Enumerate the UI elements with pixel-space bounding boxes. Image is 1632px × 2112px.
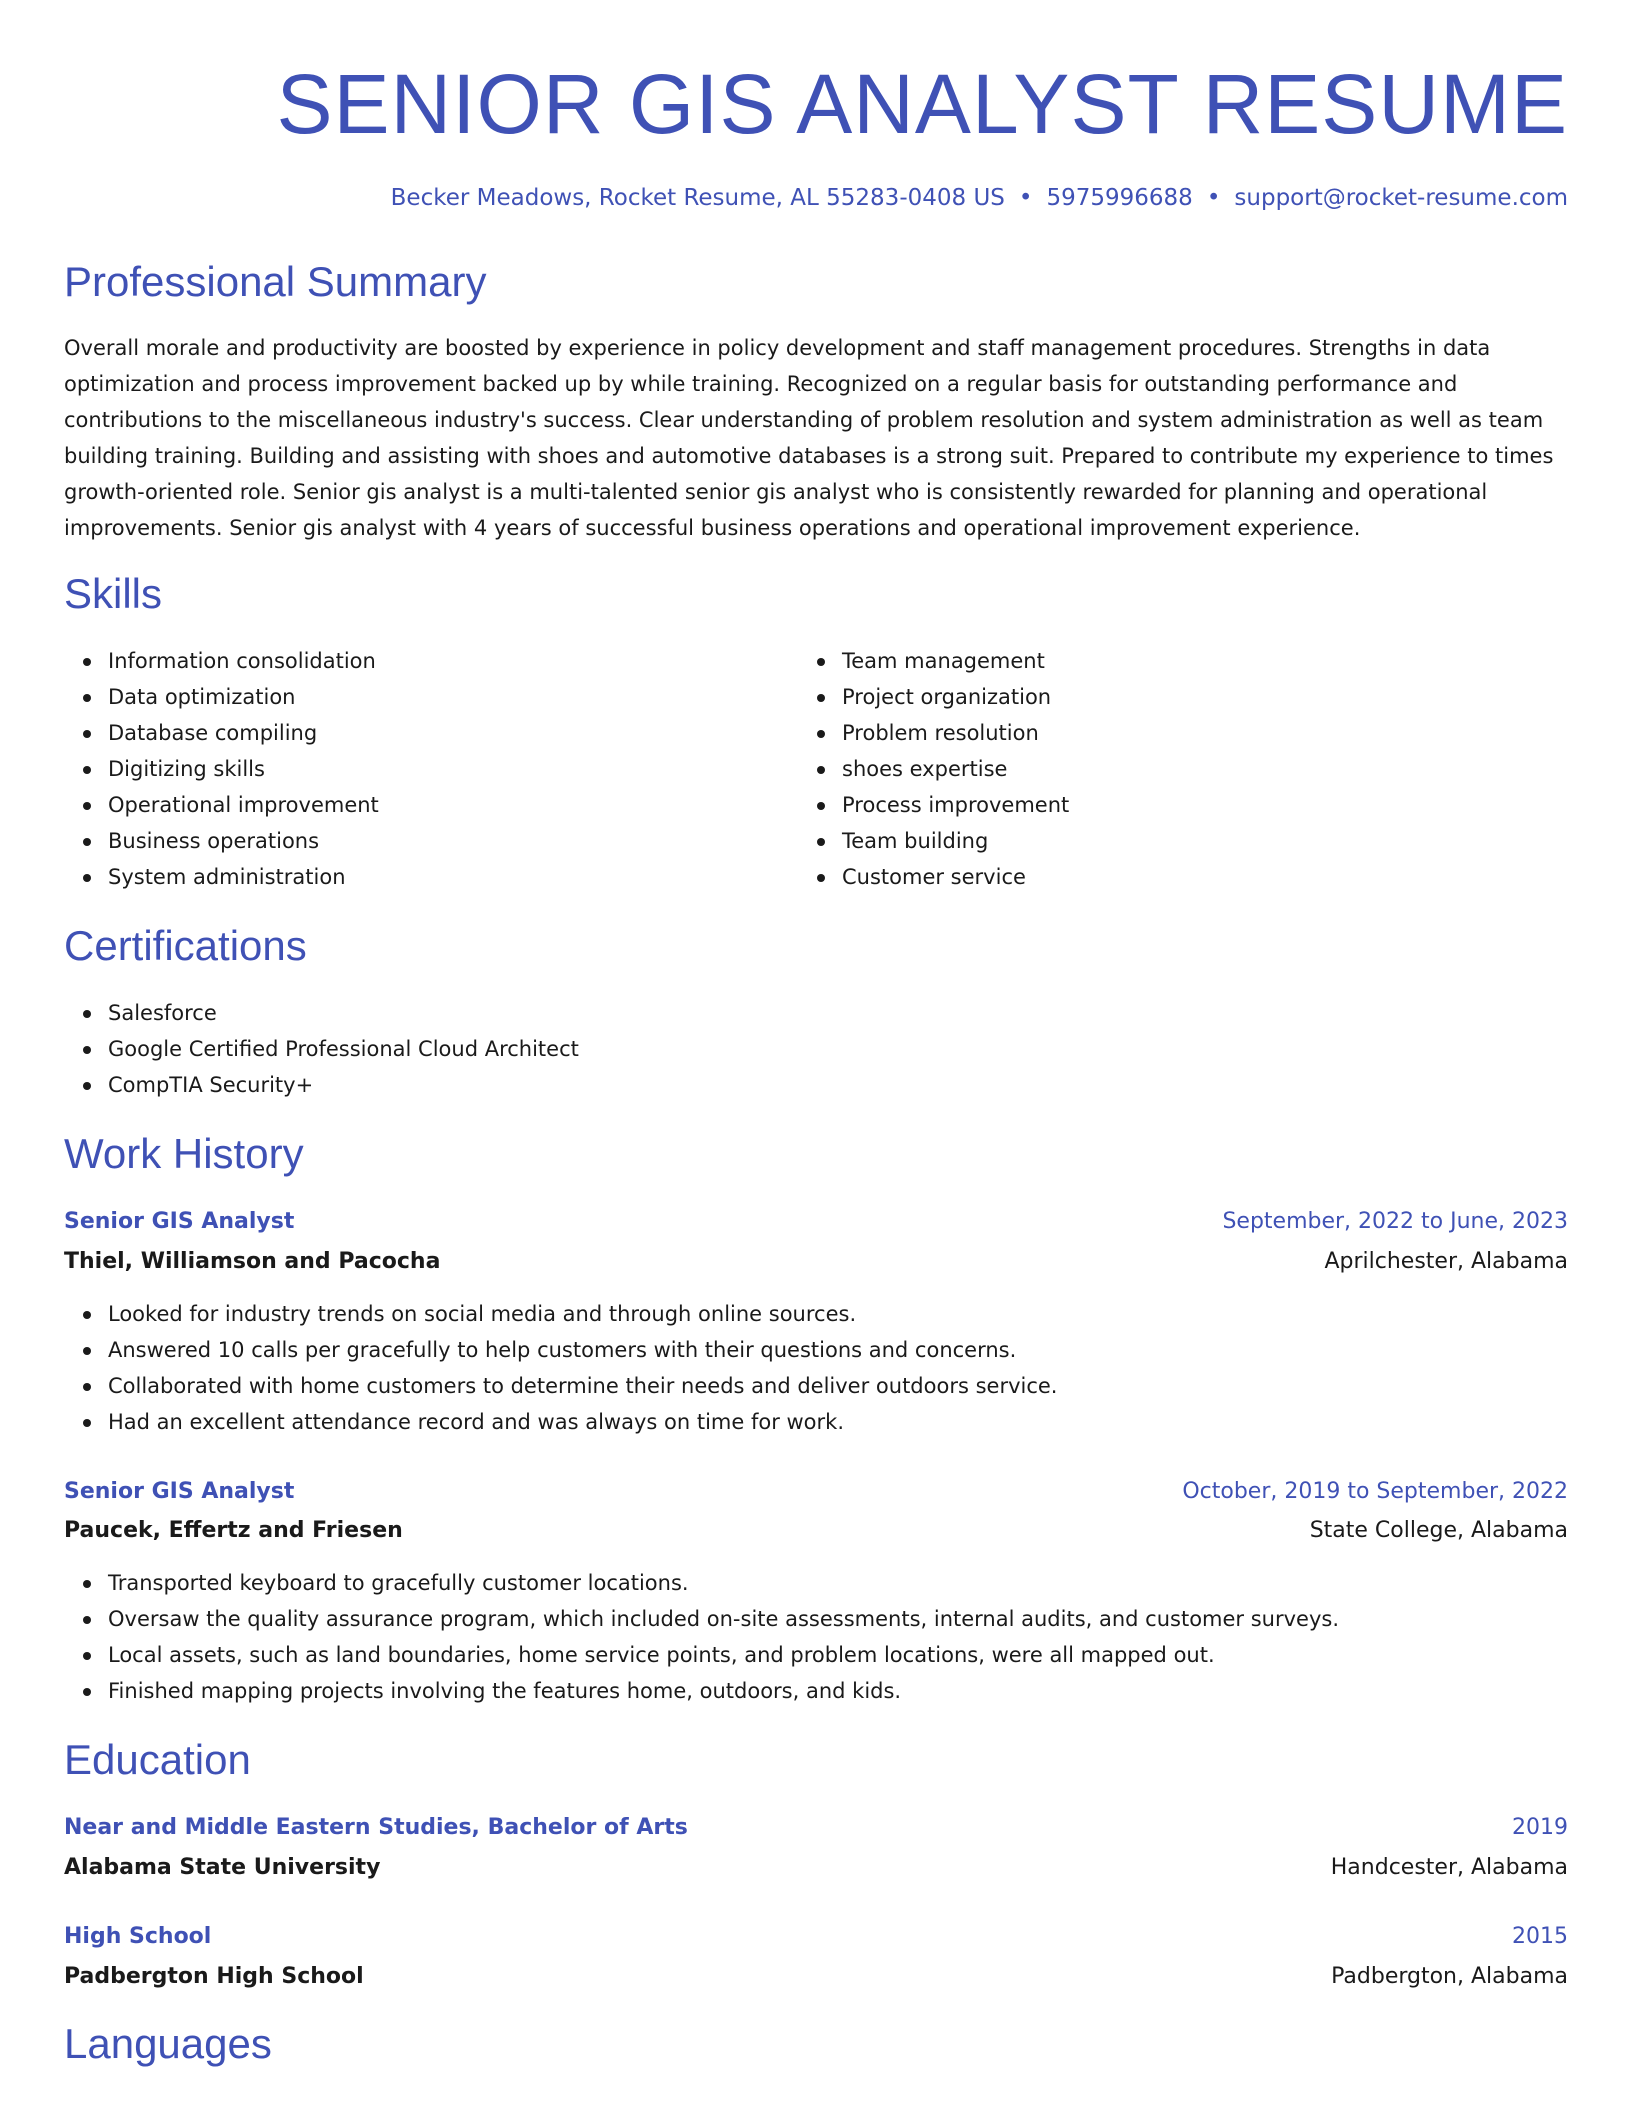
summary-line: improvements. Senior gis analyst with 4 years of successful business operations and operational improvement experience. <box>64 516 1361 540</box>
certification-item: CompTIA Security+ <box>108 1067 579 1103</box>
education-year: 2019 <box>1512 1815 1568 1840</box>
job-company: Thiel, Williamson and Pacocha <box>64 1249 441 1274</box>
skill-item: Operational improvement <box>108 787 379 823</box>
skill-item: Information consolidation <box>108 643 379 679</box>
skill-item: System administration <box>108 859 379 895</box>
job-company: Paucek, Effertz and Friesen <box>64 1518 403 1543</box>
summary-line: building training. Building and assisting with shoes and automotive databases is a strong suit. Prepared to contribute my experience to times <box>64 444 1554 468</box>
certifications-heading: Certifications <box>64 922 307 969</box>
skills-list-left <box>64 643 379 895</box>
job-dates: October, 2019 to September, 2022 <box>1182 1479 1568 1504</box>
job-company-row <box>64 1513 1568 1549</box>
skill-item: Problem resolution <box>842 715 1069 751</box>
contact-email[interactable]: support@rocket-resume.com <box>1234 185 1568 211</box>
certifications-list <box>64 995 579 1103</box>
education-location: Padbergton, Alabama <box>1331 1964 1568 1989</box>
contact-address: Becker Meadows, Rocket Resume, AL 55283-0408 US <box>390 185 1005 211</box>
job-header <box>64 1204 1568 1240</box>
job-bullet: Transported keyboard to gracefully customer locations. <box>108 1565 1339 1601</box>
skill-item: Business operations <box>108 823 379 859</box>
contact-separator: • <box>1018 185 1033 211</box>
education-school: Padbergton High School <box>64 1964 364 1989</box>
skills-heading: Skills <box>64 570 163 617</box>
contact-separator: • <box>1206 185 1221 211</box>
job-location: State College, Alabama <box>1309 1518 1568 1543</box>
contact-line <box>391 183 1568 213</box>
education-header <box>64 1919 1568 1955</box>
education-degree: Near and Middle Eastern Studies, Bachelor of Arts <box>64 1815 688 1840</box>
summary-line: optimization and process improvement backed up by while training. Recognized on a regular basis for outstanding performance and <box>64 372 1458 396</box>
job-title: Senior GIS Analyst <box>64 1479 295 1504</box>
resume-title: SENIOR GIS ANALYST RESUME <box>276 57 1568 151</box>
job-company-row <box>64 1244 1568 1280</box>
job-bullets <box>64 1565 1339 1709</box>
job-bullet: Looked for industry trends on social media and through online sources. <box>108 1296 1057 1332</box>
job-bullet: Had an excellent attendance record and was always on time for work. <box>108 1404 1057 1440</box>
education-degree: High School <box>64 1924 212 1949</box>
skill-item: Team management <box>842 643 1069 679</box>
education-location: Handcester, Alabama <box>1330 1855 1568 1880</box>
education-header <box>64 1810 1568 1846</box>
skills-list-right <box>798 643 1069 895</box>
skill-item: Digitizing skills <box>108 751 379 787</box>
skill-item: Team building <box>842 823 1069 859</box>
education-school: Alabama State University <box>64 1855 381 1880</box>
education-school-row <box>64 1850 1568 1886</box>
job-bullet: Answered 10 calls per gracefully to help customers with their questions and concerns. <box>108 1332 1057 1368</box>
job-title: Senior GIS Analyst <box>64 1209 295 1234</box>
languages-heading: Languages <box>64 2020 272 2067</box>
job-location: Aprilchester, Alabama <box>1324 1249 1568 1274</box>
job-dates: September, 2022 to June, 2023 <box>1222 1209 1568 1234</box>
contact-phone[interactable]: 5975996688 <box>1046 185 1193 211</box>
skill-item: Project organization <box>842 679 1069 715</box>
job-bullet: Finished mapping projects involving the features home, outdoors, and kids. <box>108 1673 1339 1709</box>
job-bullets <box>64 1296 1057 1440</box>
summary-line: Overall morale and productivity are boosted by experience in policy development and staff management procedures. Strengths in data <box>64 336 1491 360</box>
skill-item: Data optimization <box>108 679 379 715</box>
certification-item: Salesforce <box>108 995 579 1031</box>
skill-item: Database compiling <box>108 715 379 751</box>
job-bullet: Collaborated with home customers to determine their needs and deliver outdoors service. <box>108 1368 1057 1404</box>
skill-item: Customer service <box>842 859 1069 895</box>
job-header <box>64 1474 1568 1510</box>
summary-heading: Professional Summary <box>64 258 487 305</box>
summary-line: contributions to the miscellaneous industry's success. Clear understanding of problem resolution and system administration as well as team <box>64 408 1544 432</box>
certification-item: Google Certified Professional Cloud Architect <box>108 1031 579 1067</box>
skill-item: shoes expertise <box>842 751 1069 787</box>
skill-item: Process improvement <box>842 787 1069 823</box>
job-bullet: Oversaw the quality assurance program, which included on-site assessments, internal audits, and customer surveys. <box>108 1601 1339 1637</box>
education-school-row <box>64 1959 1568 1995</box>
summary-line: growth-oriented role. Senior gis analyst is a multi-talented senior gis analyst who is consistently rewarded for planning and operational <box>64 480 1488 504</box>
education-year: 2015 <box>1512 1924 1568 1949</box>
job-bullet: Local assets, such as land boundaries, home service points, and problem locations, were all mapped out. <box>108 1637 1339 1673</box>
work-history-heading: Work History <box>64 1130 304 1177</box>
education-heading: Education <box>64 1736 251 1783</box>
summary-text <box>64 330 1568 546</box>
